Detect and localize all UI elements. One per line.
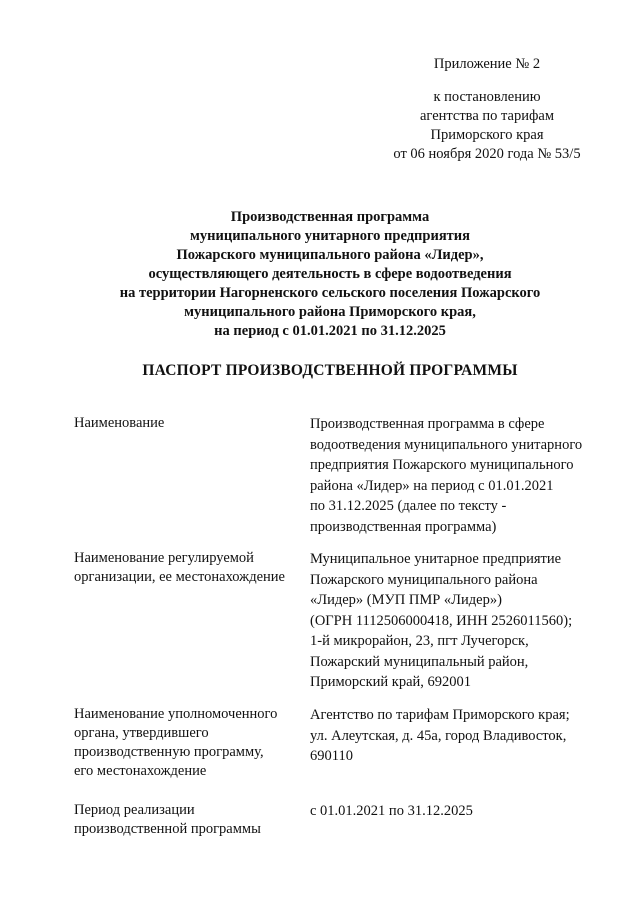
appendix-block [372, 0, 602, 164]
row-value-line: предприятия Пожарского муниципального [310, 457, 574, 473]
row-label-line: производственной программы [74, 821, 261, 837]
title-line: на территории Нагорненского сельского поселения Пожарского [119, 285, 541, 301]
row-value-line: Муниципальное унитарное предприятие [310, 551, 562, 567]
row-label [74, 549, 302, 587]
row-label [74, 801, 302, 839]
row-value-line: Пожарского муниципального района [310, 571, 538, 588]
row-value [310, 414, 610, 537]
row-label-line: его местонахождение [74, 763, 207, 779]
row-value [310, 549, 610, 693]
row-value-line: с 01.01.2021 по 31.12.2025 [310, 803, 473, 819]
row-label-line: Наименование уполномоченного [74, 706, 278, 722]
row-label-line: производственную программу, [74, 744, 264, 760]
row-value-line: ул. Алеутская, д. 45а, город Владивосток, [310, 727, 567, 744]
row-value [310, 705, 610, 767]
title-line: Пожарского муниципального района «Лидер», [176, 247, 484, 263]
row-value-line: «Лидер» (МУП ПМР «Лидер») [310, 592, 502, 608]
document-title [40, 208, 620, 341]
title-line: муниципального района Приморского края, [184, 304, 476, 320]
row-value-line: Производственная программа в сфере [310, 416, 545, 432]
appendix-line: от 06 ноября 2020 года № 53/5 [393, 146, 581, 162]
appendix-line: Приморского края [430, 127, 544, 143]
row-label [74, 414, 302, 433]
appendix-number: Приложение № 2 [433, 56, 541, 72]
row-label-line: организации, ее местонахождение [74, 569, 285, 585]
appendix-line: агентства по тарифам [420, 108, 554, 124]
row-value-line: водоотведения муниципального унитарного [310, 436, 583, 453]
row-label-line: Наименование [74, 415, 165, 431]
passport-heading: ПАСПОРТ ПРОИЗВОДСТВЕННОЙ ПРОГРАММЫ [142, 362, 518, 379]
row-value-line: (ОГРН 1112506000418, ИНН 2526011560); [310, 612, 573, 629]
row-value [310, 801, 610, 822]
row-value-line: Приморский край, 692001 [310, 674, 472, 690]
row-label-line: органа, утвердившего [74, 725, 209, 741]
row-label-line: Период реализации [74, 802, 195, 818]
appendix-line: к постановлению [433, 89, 541, 105]
row-value-line: 1-й микрорайон, 23, пгт Лучегорск, [310, 633, 529, 649]
title-line: осуществляющего деятельность в сфере водоотведения [148, 266, 512, 282]
title-line: Производственная программа [230, 209, 430, 225]
row-value-line: района «Лидер» на период с 01.01.2021 [310, 477, 554, 494]
title-line: на период с 01.01.2021 по 31.12.2025 [214, 323, 446, 339]
row-label [74, 705, 302, 781]
row-value-line: по 31.12.2025 (далее по тексту - [310, 498, 507, 514]
row-value-line: Пожарский муниципальный район, [310, 653, 529, 670]
row-value-line: производственная программа) [310, 518, 497, 535]
row-value-line: 690110 [310, 748, 353, 764]
title-line: муниципального унитарного предприятия [190, 228, 470, 244]
row-value-line: Агентство по тарифам Приморского края; [310, 707, 570, 723]
row-label-line: Наименование регулируемой [74, 550, 254, 566]
